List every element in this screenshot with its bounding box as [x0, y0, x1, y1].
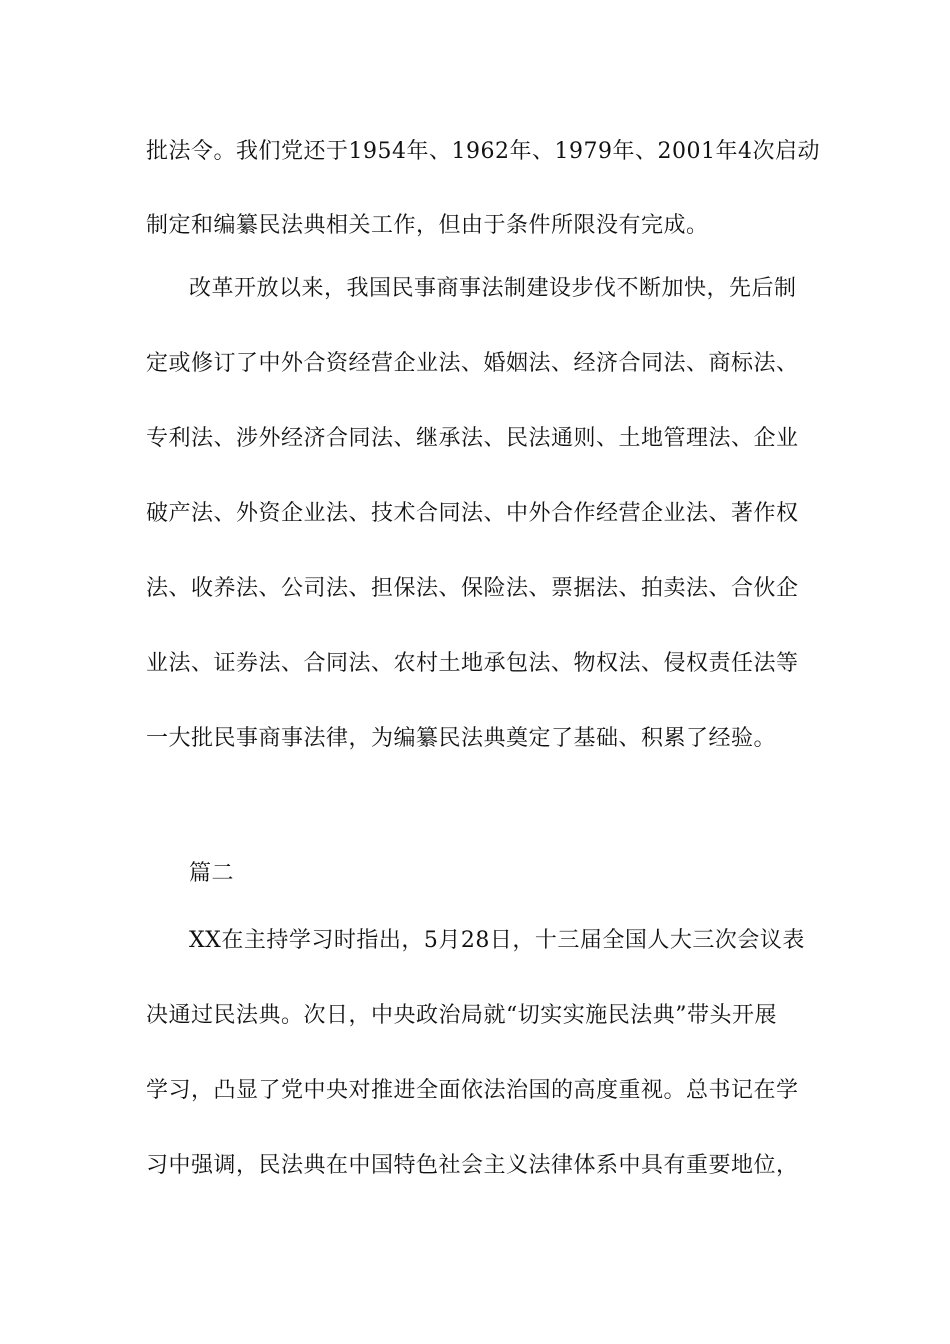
- text-line: 专利法、涉外经济合同法、继承法、民法通则、土地管理法、企业: [146, 426, 799, 451]
- paragraph-start-line: 改革开放以来，我国民事商事法制建设步伐不断加快，先后制: [189, 276, 797, 301]
- text-line: 业法、证券法、合同法、农村土地承包法、物权法、侵权责任法等: [146, 651, 799, 676]
- text-line: 决通过民法典。次日，中央政治局就“切实实施民法典”带头开展: [146, 1003, 777, 1028]
- text-line: 定或修订了中外合资经营企业法、婚姻法、经济合同法、商标法、: [146, 351, 799, 376]
- text-line: 批法令。我们党还于1954年、1962年、1979年、2001年4次启动: [146, 139, 820, 164]
- paragraph-start-line: XX在主持学习时指出，5月28日，十三届全国人大三次会议表: [189, 928, 805, 953]
- text-line: 一大批民事商事法律，为编纂民法典奠定了基础、积累了经验。: [146, 726, 777, 751]
- text-line: 习中强调，民法典在中国特色社会主义法律体系中具有重要地位，: [146, 1153, 799, 1178]
- text-line: 学习，凸显了党中央对推进全面依法治国的高度重视。总书记在学: [146, 1078, 799, 1103]
- text-line: 制定和编纂民法典相关工作，但由于条件所限没有完成。: [146, 213, 709, 238]
- text-line: 法、收养法、公司法、担保法、保险法、票据法、拍卖法、合伙企: [146, 576, 799, 601]
- text-line: 破产法、外资企业法、技术合同法、中外合作经营企业法、著作权: [146, 501, 799, 526]
- section-heading: 篇二: [189, 861, 235, 886]
